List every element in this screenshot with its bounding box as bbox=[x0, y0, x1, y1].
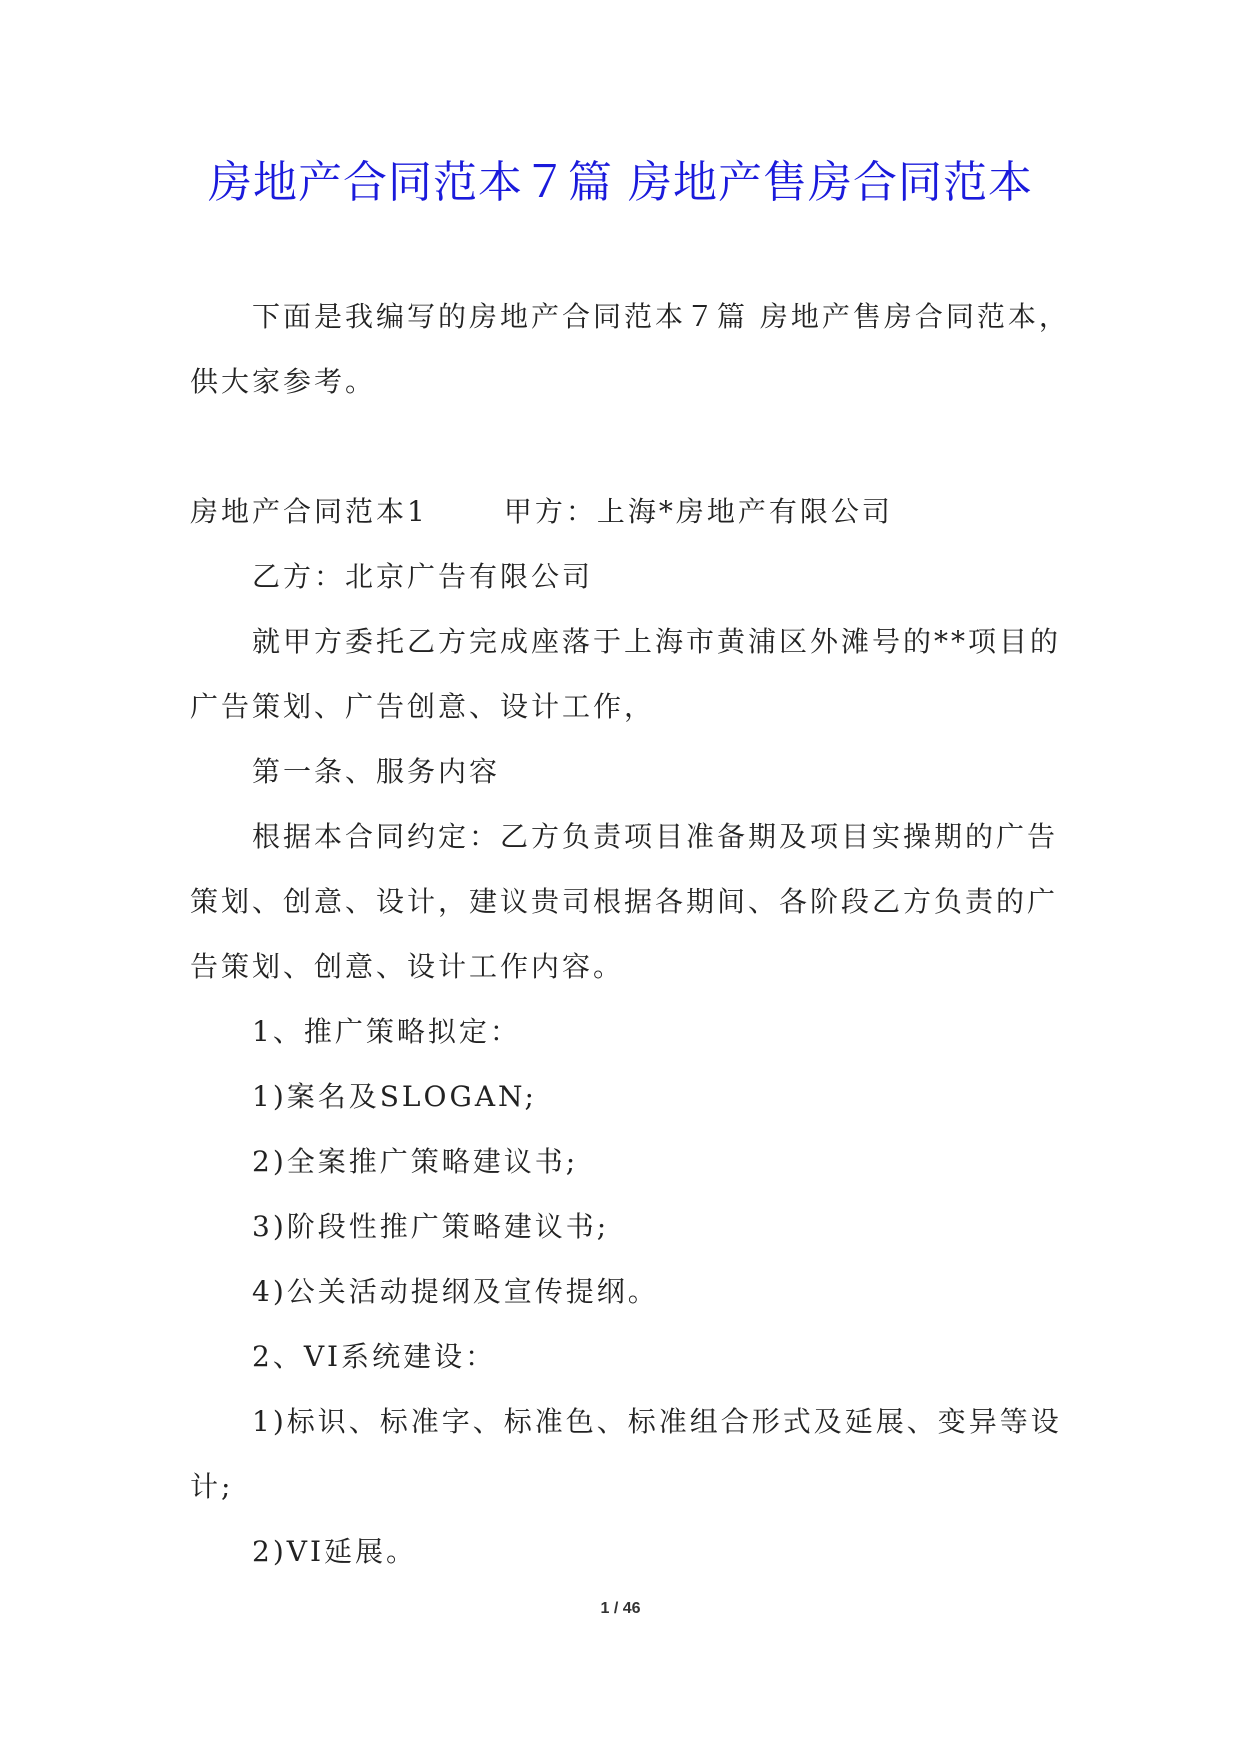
section-heading: 房地产合同范本1 bbox=[190, 495, 428, 528]
document-body bbox=[190, 284, 1070, 1584]
list-item: 2)全案推广策略建议书; bbox=[252, 1145, 579, 1178]
agreement-paragraph: 根据本合同约定：乙方负责项目准备期及项目实操期的广告策划、创意、设计，建议贵司根据各期间、各阶段乙方负责的广告策划、创意、设计工作内容。 bbox=[190, 820, 1059, 983]
page-number: 1 / 46 bbox=[600, 1600, 641, 1617]
list-heading-promotion: 1、推广策略拟定： bbox=[252, 1015, 521, 1048]
list-item: 4)公关活动提纲及宣传提纲。 bbox=[252, 1275, 659, 1308]
intro-paragraph: 下面是我编写的房地产合同范本７篇 房地产售房合同范本，供大家参考。 bbox=[190, 300, 1070, 398]
scope-paragraph: 就甲方委托乙方完成座落于上海市黄浦区外滩号的**项目的广告策划、广告创意、设计工作， bbox=[190, 625, 1062, 723]
list-item: 3)阶段性推广策略建议书; bbox=[252, 1210, 610, 1243]
list-item: 1)标识、标准字、标准色、标准组合形式及延展、变异等设计; bbox=[190, 1405, 1062, 1503]
section-heading-line bbox=[190, 479, 1070, 544]
list-heading-vi: 2、VI系统建设： bbox=[252, 1340, 497, 1373]
party-a: 甲方：上海*房地产有限公司 bbox=[503, 495, 893, 528]
list-item: 2)VI延展。 bbox=[252, 1535, 418, 1568]
list-item: 1)案名及SLOGAN; bbox=[252, 1080, 537, 1113]
article-one-heading: 第一条、服务内容 bbox=[252, 755, 501, 788]
paragraph-spacer bbox=[190, 414, 1070, 479]
party-b: 乙方：北京广告有限公司 bbox=[252, 560, 594, 593]
document-title: 房地产合同范本７篇 房地产售房合同范本 bbox=[208, 157, 1033, 208]
